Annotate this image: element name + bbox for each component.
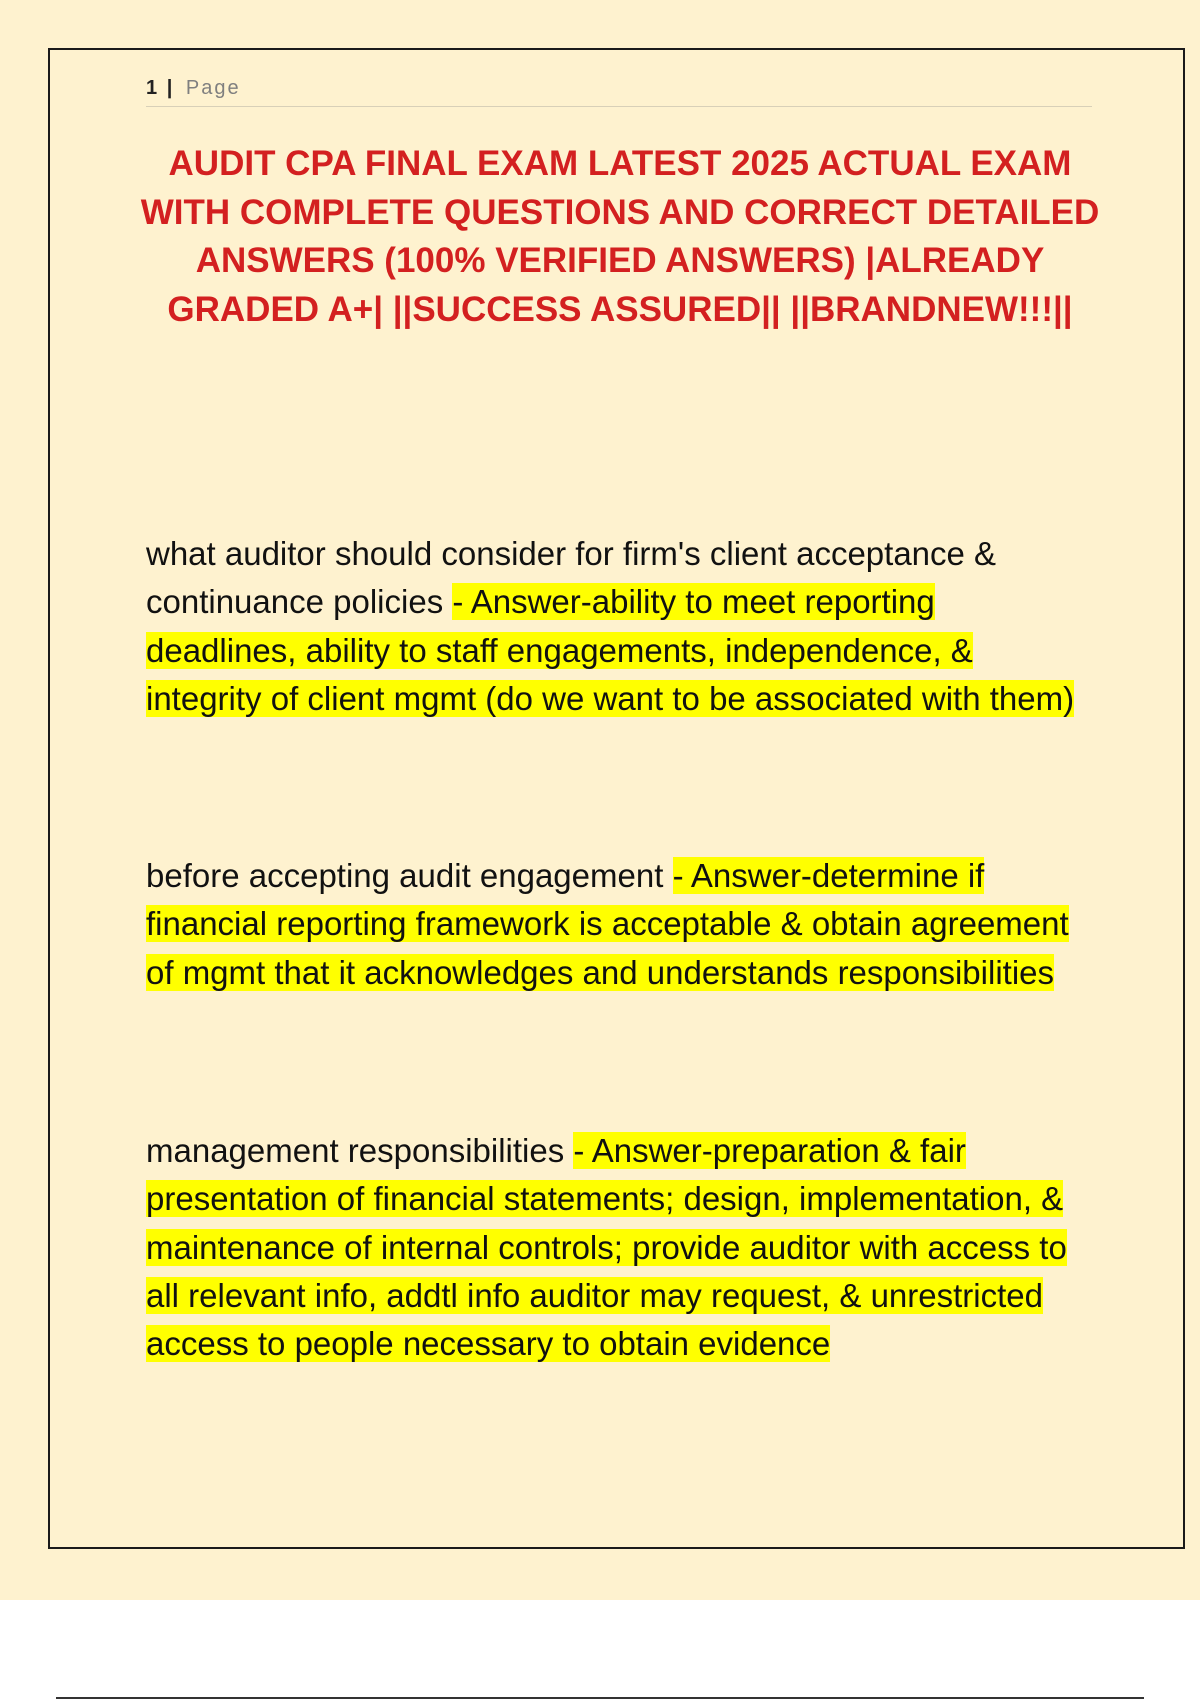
page-label: Page <box>185 77 241 99</box>
qa-item <box>146 530 1092 723</box>
page-number: 1 <box>146 77 158 99</box>
answer-text: - Answer-ability to meet reporting deadlines, ability to staff engagements, independence, & integrity of client mgmt (do we want to be associated with them) <box>146 583 1075 717</box>
qa-item <box>146 1127 1092 1368</box>
question-text: before accepting audit engagement <box>146 857 673 894</box>
qa-item <box>146 852 1092 997</box>
page-separator: | <box>166 77 175 99</box>
question-text: what auditor should consider for firm's client acceptance & continuance policies <box>146 535 997 621</box>
document-title: AUDIT CPA FINAL EXAM LATEST 2025 ACTUAL EXAM WITH COMPLETE QUESTIONS AND CORRECT DETAILED ANSWERS (100% VERIFIED ANSWERS) |ALREADY GRADED A+| ||SUCCESS ASSURED|| ||BRANDNEW!!!|| <box>140 144 1100 329</box>
answer-text: - Answer-determine if financial reporting framework is acceptable & obtain agreement of mgmt that it acknowledges and understands responsibilities <box>146 857 1069 991</box>
page-header <box>146 74 1092 107</box>
bottom-divider <box>56 1697 1144 1699</box>
answer-text: - Answer-preparation & fair presentation of financial statements; design, implementation, & maintenance of internal controls; provide auditor with access to all relevant info, addtl info auditor may request, & unrestricted access to people necessary to obtain evidence <box>146 1132 1067 1363</box>
question-text: management responsibilities <box>146 1132 574 1169</box>
